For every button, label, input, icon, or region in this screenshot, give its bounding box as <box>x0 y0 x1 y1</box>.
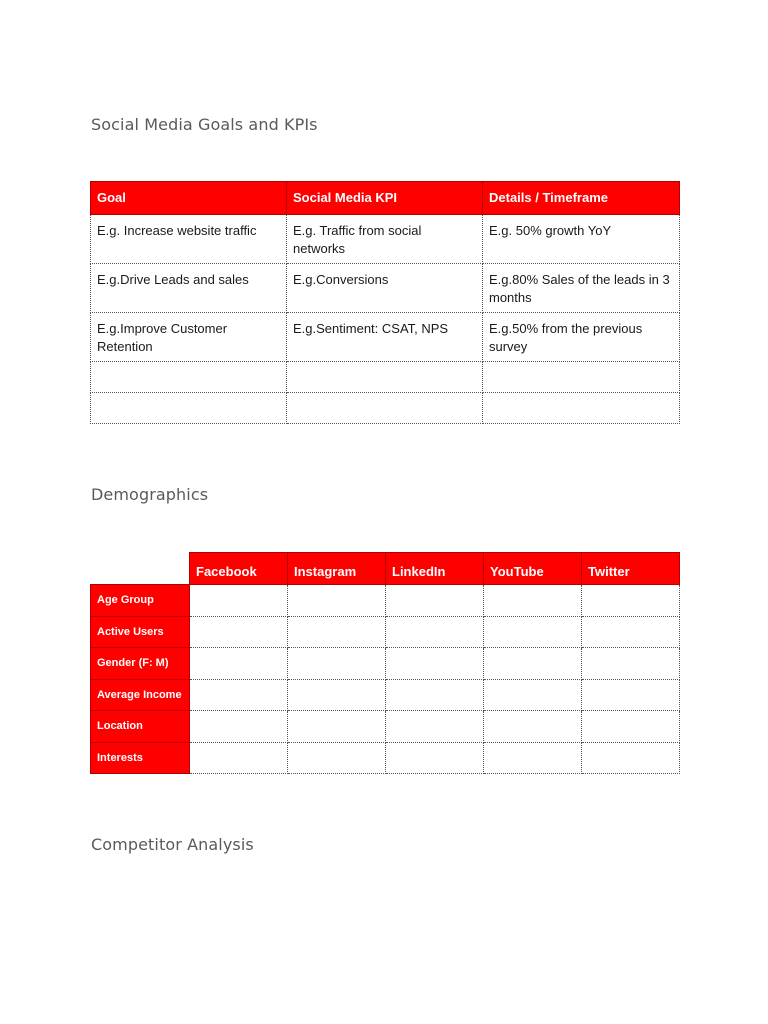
table-row <box>91 679 680 711</box>
youtube-cell[interactable] <box>484 585 582 617</box>
linkedin-cell[interactable] <box>386 616 484 648</box>
header-youtube: YouTube <box>484 553 582 585</box>
facebook-cell[interactable] <box>190 616 288 648</box>
twitter-cell[interactable] <box>582 648 680 680</box>
instagram-cell[interactable] <box>288 585 386 617</box>
table-row <box>91 393 680 424</box>
header-facebook: Facebook <box>190 553 288 585</box>
row-label-interests: Interests <box>91 742 190 774</box>
goal-cell[interactable] <box>91 393 287 424</box>
linkedin-cell[interactable] <box>386 585 484 617</box>
twitter-cell[interactable] <box>582 742 680 774</box>
youtube-cell[interactable] <box>484 616 582 648</box>
facebook-cell[interactable] <box>190 679 288 711</box>
demographics-table <box>90 552 680 774</box>
details-cell[interactable]: E.g.80% Sales of the leads in 3 months <box>483 264 680 313</box>
twitter-cell[interactable] <box>582 585 680 617</box>
instagram-cell[interactable] <box>288 616 386 648</box>
goal-cell[interactable] <box>91 362 287 393</box>
facebook-cell[interactable] <box>190 648 288 680</box>
table-row <box>91 215 680 264</box>
youtube-cell[interactable] <box>484 648 582 680</box>
row-label-average-income: Average Income <box>91 679 190 711</box>
header-details-timeframe: Details / Timeframe <box>483 182 680 215</box>
facebook-cell[interactable] <box>190 585 288 617</box>
corner-cell <box>91 553 190 585</box>
header-goal: Goal <box>91 182 287 215</box>
linkedin-cell[interactable] <box>386 742 484 774</box>
goals-header-row <box>91 182 680 215</box>
goal-cell[interactable]: E.g. Increase website traffic <box>91 215 287 264</box>
linkedin-cell[interactable] <box>386 648 484 680</box>
table-row <box>91 648 680 680</box>
youtube-cell[interactable] <box>484 742 582 774</box>
goals-kpi-table <box>90 181 680 424</box>
table-row <box>91 711 680 743</box>
goal-cell[interactable]: E.g.Improve Customer Retention <box>91 313 287 362</box>
row-label-age-group: Age Group <box>91 585 190 617</box>
instagram-cell[interactable] <box>288 742 386 774</box>
table-row <box>91 616 680 648</box>
goal-cell[interactable]: E.g.Drive Leads and sales <box>91 264 287 313</box>
kpi-cell[interactable]: E.g.Conversions <box>287 264 483 313</box>
kpi-cell[interactable]: E.g. Traffic from social networks <box>287 215 483 264</box>
twitter-cell[interactable] <box>582 679 680 711</box>
instagram-cell[interactable] <box>288 711 386 743</box>
table-row <box>91 313 680 362</box>
instagram-cell[interactable] <box>288 679 386 711</box>
header-social-media-kpi: Social Media KPI <box>287 182 483 215</box>
instagram-cell[interactable] <box>288 648 386 680</box>
kpi-cell[interactable] <box>287 393 483 424</box>
kpi-cell[interactable] <box>287 362 483 393</box>
row-label-active-users: Active Users <box>91 616 190 648</box>
details-cell[interactable] <box>483 393 680 424</box>
section-title-demographics: Demographics <box>91 485 209 504</box>
demographics-header-row <box>91 553 680 585</box>
youtube-cell[interactable] <box>484 711 582 743</box>
youtube-cell[interactable] <box>484 679 582 711</box>
section-title-goals: Social Media Goals and KPIs <box>91 115 318 134</box>
header-twitter: Twitter <box>582 553 680 585</box>
details-cell[interactable]: E.g.50% from the previous survey <box>483 313 680 362</box>
facebook-cell[interactable] <box>190 742 288 774</box>
twitter-cell[interactable] <box>582 711 680 743</box>
table-row <box>91 362 680 393</box>
table-row <box>91 264 680 313</box>
linkedin-cell[interactable] <box>386 679 484 711</box>
row-label-gender: Gender (F: M) <box>91 648 190 680</box>
facebook-cell[interactable] <box>190 711 288 743</box>
row-label-location: Location <box>91 711 190 743</box>
details-cell[interactable] <box>483 362 680 393</box>
table-row <box>91 742 680 774</box>
header-instagram: Instagram <box>288 553 386 585</box>
header-linkedin: LinkedIn <box>386 553 484 585</box>
linkedin-cell[interactable] <box>386 711 484 743</box>
twitter-cell[interactable] <box>582 616 680 648</box>
kpi-cell[interactable]: E.g.Sentiment: CSAT, NPS <box>287 313 483 362</box>
section-title-competitor-analysis: Competitor Analysis <box>91 835 254 854</box>
details-cell[interactable]: E.g. 50% growth YoY <box>483 215 680 264</box>
table-row <box>91 585 680 617</box>
